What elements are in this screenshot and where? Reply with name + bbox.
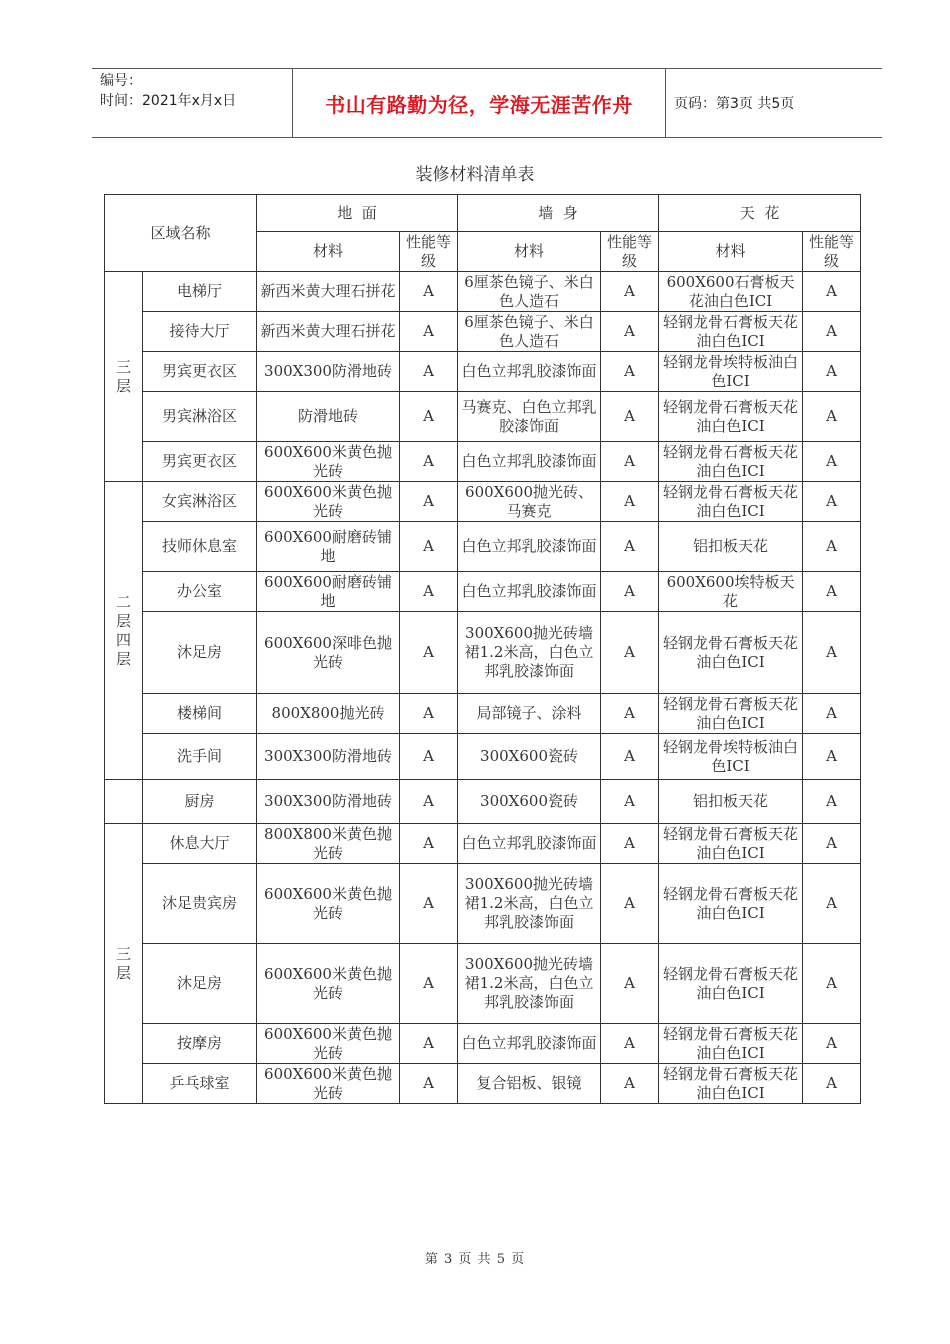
wall-grade-cell: A: [601, 694, 659, 734]
wall-grade-cell: A: [601, 824, 659, 864]
materials-table: [104, 194, 861, 1104]
wall-material-cell: 6厘茶色镜子、米白色人造石: [458, 272, 601, 312]
table-row: [105, 272, 861, 312]
floor-label-text: 三层: [115, 944, 131, 982]
table-row: [105, 824, 861, 864]
area-cell: 沐足房: [143, 612, 257, 694]
table-row: [105, 392, 861, 442]
table-row: [105, 1024, 861, 1064]
floor-grade-cell: A: [400, 572, 458, 612]
wall-material-cell: 600X600抛光砖、马赛克: [458, 482, 601, 522]
floor-label: [105, 824, 143, 1104]
ceiling-grade-cell: A: [803, 392, 861, 442]
floor-grade-cell: A: [400, 1024, 458, 1064]
floor-label: [105, 780, 143, 824]
area-cell: 女宾淋浴区: [143, 482, 257, 522]
ceiling-material-cell: 轻钢龙骨石膏板天花油白色ICI: [659, 864, 803, 944]
table-row: [105, 780, 861, 824]
floor-material-cell: 600X600米黄色抛光砖: [257, 944, 400, 1024]
area-cell: 男宾更衣区: [143, 442, 257, 482]
floor-grade-cell: A: [400, 312, 458, 352]
floor-grade-cell: A: [400, 392, 458, 442]
floor-material-cell: 新西米黄大理石拼花: [257, 272, 400, 312]
header-ceiling: 天 花: [659, 195, 861, 232]
wall-grade-cell: A: [601, 1064, 659, 1104]
floor-material-cell: 300X300防滑地砖: [257, 734, 400, 780]
wall-material-cell: 300X600抛光砖墙裙1.2米高，白色立邦乳胶漆饰面: [458, 612, 601, 694]
wall-grade-cell: A: [601, 864, 659, 944]
ceiling-grade-cell: A: [803, 944, 861, 1024]
ceiling-grade-cell: A: [803, 1024, 861, 1064]
wall-material-cell: 白色立邦乳胶漆饰面: [458, 522, 601, 572]
ceiling-grade-cell: A: [803, 572, 861, 612]
table-row: [105, 694, 861, 734]
table-row: [105, 482, 861, 522]
ceiling-grade-cell: A: [803, 694, 861, 734]
wall-grade-cell: A: [601, 482, 659, 522]
header-wall-material: 材料: [458, 232, 601, 272]
area-cell: 沐足房: [143, 944, 257, 1024]
ceiling-grade-cell: A: [803, 1064, 861, 1104]
page-label: 页码：第3页 共5页: [674, 96, 795, 112]
floor-material-cell: 800X800抛光砖: [257, 694, 400, 734]
ceiling-material-cell: 轻钢龙骨石膏板天花油白色ICI: [659, 482, 803, 522]
wall-grade-cell: A: [601, 944, 659, 1024]
floor-material-cell: 300X300防滑地砖: [257, 780, 400, 824]
wall-grade-cell: A: [601, 272, 659, 312]
floor-grade-cell: A: [400, 1064, 458, 1104]
wall-material-cell: 300X600抛光砖墙裙1.2米高，白色立邦乳胶漆饰面: [458, 864, 601, 944]
wall-grade-cell: A: [601, 572, 659, 612]
area-cell: 沐足贵宾房: [143, 864, 257, 944]
ceiling-grade-cell: A: [803, 824, 861, 864]
floor-grade-cell: A: [400, 944, 458, 1024]
wall-grade-cell: A: [601, 392, 659, 442]
ceiling-grade-cell: A: [803, 864, 861, 944]
page-header: [92, 68, 882, 138]
wall-material-cell: 白色立邦乳胶漆饰面: [458, 1024, 601, 1064]
floor-grade-cell: A: [400, 612, 458, 694]
wall-material-cell: 白色立邦乳胶漆饰面: [458, 824, 601, 864]
table-row: [105, 864, 861, 944]
header-wall-grade: 性能等级: [601, 232, 659, 272]
table-row: [105, 442, 861, 482]
wall-material-cell: 6厘茶色镜子、米白色人造石: [458, 312, 601, 352]
wall-material-cell: 300X600抛光砖墙裙1.2米高，白色立邦乳胶漆饰面: [458, 944, 601, 1024]
header-meta: [100, 71, 290, 111]
floor-grade-cell: A: [400, 824, 458, 864]
area-cell: 乒乓球室: [143, 1064, 257, 1104]
code-label: 编号：: [100, 73, 142, 89]
area-cell: 电梯厅: [143, 272, 257, 312]
wall-grade-cell: A: [601, 352, 659, 392]
table-row: [105, 612, 861, 694]
ceiling-grade-cell: A: [803, 482, 861, 522]
time-label: 时间：2021年x月x日: [100, 93, 237, 109]
ceiling-material-cell: 轻钢龙骨石膏板天花油白色ICI: [659, 1024, 803, 1064]
floor-material-cell: 600X600米黄色抛光砖: [257, 482, 400, 522]
wall-grade-cell: A: [601, 442, 659, 482]
ceiling-material-cell: 铝扣板天花: [659, 780, 803, 824]
area-cell: 洗手间: [143, 734, 257, 780]
ceiling-material-cell: 轻钢龙骨石膏板天花油白色ICI: [659, 824, 803, 864]
ceiling-material-cell: 轻钢龙骨石膏板天花油白色ICI: [659, 392, 803, 442]
ceiling-grade-cell: A: [803, 522, 861, 572]
floor-material-cell: 600X600耐磨砖铺地: [257, 572, 400, 612]
floor-material-cell: 600X600深啡色抛光砖: [257, 612, 400, 694]
ceiling-grade-cell: A: [803, 612, 861, 694]
table-row: [105, 944, 861, 1024]
floor-material-cell: 600X600米黄色抛光砖: [257, 1064, 400, 1104]
wall-grade-cell: A: [601, 734, 659, 780]
area-cell: 办公室: [143, 572, 257, 612]
wall-material-cell: 白色立邦乳胶漆饰面: [458, 572, 601, 612]
table-row: [105, 312, 861, 352]
area-cell: 按摩房: [143, 1024, 257, 1064]
wall-grade-cell: A: [601, 522, 659, 572]
wall-material-cell: 300X600瓷砖: [458, 734, 601, 780]
floor-grade-cell: A: [400, 272, 458, 312]
floor-label: [105, 482, 143, 780]
ceiling-material-cell: 轻钢龙骨石膏板天花油白色ICI: [659, 312, 803, 352]
ceiling-material-cell: 铝扣板天花: [659, 522, 803, 572]
ceiling-grade-cell: A: [803, 442, 861, 482]
floor-grade-cell: A: [400, 734, 458, 780]
floor-material-cell: 新西米黄大理石拼花: [257, 312, 400, 352]
floor-grade-cell: A: [400, 442, 458, 482]
floor-label-text: 三层: [115, 357, 131, 395]
wall-grade-cell: A: [601, 312, 659, 352]
ceiling-grade-cell: A: [803, 780, 861, 824]
ceiling-grade-cell: A: [803, 352, 861, 392]
floor-material-cell: 300X300防滑地砖: [257, 352, 400, 392]
ceiling-material-cell: 600X600石膏板天花油白色ICI: [659, 272, 803, 312]
ceiling-material-cell: 轻钢龙骨石膏板天花油白色ICI: [659, 944, 803, 1024]
wall-material-cell: 复合铝板、银镜: [458, 1064, 601, 1104]
header-wall: 墙 身: [458, 195, 659, 232]
ceiling-material-cell: 600X600埃特板天花: [659, 572, 803, 612]
header-floor: 地 面: [257, 195, 458, 232]
area-cell: 男宾淋浴区: [143, 392, 257, 442]
document-title: 装修材料清单表: [415, 165, 535, 185]
header-floor-grade: 性能等级: [400, 232, 458, 272]
ceiling-material-cell: 轻钢龙骨埃特板油白色ICI: [659, 734, 803, 780]
ceiling-material-cell: 轻钢龙骨石膏板天花油白色ICI: [659, 694, 803, 734]
wall-material-cell: 马赛克、白色立邦乳胶漆饰面: [458, 392, 601, 442]
floor-material-cell: 防滑地砖: [257, 392, 400, 442]
header-ceiling-material: 材料: [659, 232, 803, 272]
area-cell: 男宾更衣区: [143, 352, 257, 392]
wall-grade-cell: A: [601, 612, 659, 694]
table-row: [105, 572, 861, 612]
floor-label-text: 二层 四层: [115, 592, 131, 668]
ceiling-grade-cell: A: [803, 272, 861, 312]
wall-material-cell: 白色立邦乳胶漆饰面: [458, 352, 601, 392]
motto: 书山有路勤为径，学海无涯苦作舟: [292, 69, 666, 137]
ceiling-material-cell: 轻钢龙骨埃特板油白色ICI: [659, 352, 803, 392]
floor-grade-cell: A: [400, 522, 458, 572]
floor-material-cell: 600X600米黄色抛光砖: [257, 1024, 400, 1064]
ceiling-material-cell: 轻钢龙骨石膏板天花油白色ICI: [659, 612, 803, 694]
floor-material-cell: 600X600米黄色抛光砖: [257, 864, 400, 944]
wall-material-cell: 局部镜子、涂料: [458, 694, 601, 734]
area-cell: 技师休息室: [143, 522, 257, 572]
floor-grade-cell: A: [400, 352, 458, 392]
page-footer: 第 3 页 共 5 页: [424, 1252, 526, 1267]
floor-grade-cell: A: [400, 864, 458, 944]
table-row: [105, 1064, 861, 1104]
header-area-name: 区域名称: [105, 195, 257, 272]
ceiling-grade-cell: A: [803, 312, 861, 352]
wall-grade-cell: A: [601, 780, 659, 824]
table-row: [105, 352, 861, 392]
floor-label: [105, 272, 143, 482]
wall-grade-cell: A: [601, 1024, 659, 1064]
area-cell: 休息大厅: [143, 824, 257, 864]
floor-grade-cell: A: [400, 780, 458, 824]
area-cell: 接待大厅: [143, 312, 257, 352]
header-ceiling-grade: 性能等级: [803, 232, 861, 272]
table-row: [105, 522, 861, 572]
floor-material-cell: 800X800米黄色抛光砖: [257, 824, 400, 864]
area-cell: 楼梯间: [143, 694, 257, 734]
floor-grade-cell: A: [400, 482, 458, 522]
table-row: [105, 734, 861, 780]
floor-material-cell: 600X600米黄色抛光砖: [257, 442, 400, 482]
header-floor-material: 材料: [257, 232, 400, 272]
ceiling-material-cell: 轻钢龙骨石膏板天花油白色ICI: [659, 1064, 803, 1104]
floor-grade-cell: A: [400, 694, 458, 734]
wall-material-cell: 白色立邦乳胶漆饰面: [458, 442, 601, 482]
area-cell: 厨房: [143, 780, 257, 824]
ceiling-material-cell: 轻钢龙骨石膏板天花油白色ICI: [659, 442, 803, 482]
wall-material-cell: 300X600瓷砖: [458, 780, 601, 824]
ceiling-grade-cell: A: [803, 734, 861, 780]
floor-material-cell: 600X600耐磨砖铺地: [257, 522, 400, 572]
